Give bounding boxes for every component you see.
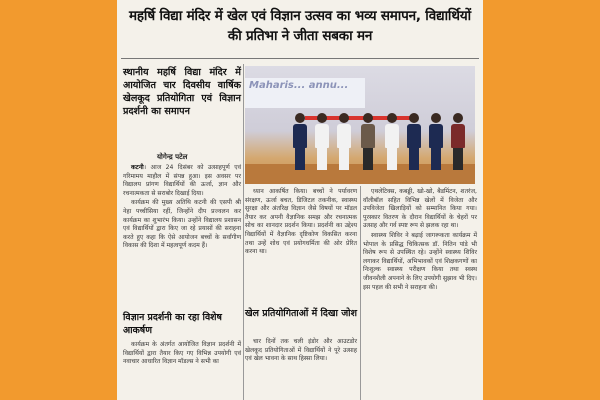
photo-person: [361, 113, 375, 170]
headline-divider: [121, 58, 479, 59]
col3-paragraph-2: स्वास्थ्य शिविर ने बढ़ाई जागरूकता कार्यक्रम में भोपाल के प्रसिद्ध चिकित्सक डॉ. नितिन पांडे भी विशेष रूप से उपस्थित रहे। उन्होंने स्वास्थ्य शिविर लगाकर विद्यार्थियों, अभिभावकों एवं शिक्षकगणों का निःशुल्क स्वास्थ्य परीक्षण किया तथा स्वस्थ जीवनशैली अपनाने के लिए उपयोगी सुझाव भी दिए। इस पहल की सभी ने सराहना की।: [363, 231, 477, 291]
column-1: [123, 164, 241, 252]
col2-paragraph-2: चार दिनों तक चली इंडोर और आउटडोर खेलकूद प्रतियोगिताओं में विद्यार्थियों ने पूरे उत्साह एवं खेल भावना के साथ हिस्सा लिया।: [245, 338, 357, 363]
col1-paragraph-2: कार्यक्रम की मुख्य अतिथि कटनी की एसपी श्री नेहा पच्चीसिया रहीं, जिन्होंने दीप प्रज्वलन कर कार्यक्रम का शुभारंभ किया। उन्होंने विद्यालय प्रशासन एवं विद्यार्थियों द्वारा किए जा रहे प्रयासों की सराहना करते हुए कहा कि ऐसे आयोजन बच्चों के सर्वांगीण विकास की दिशा में महत्वपूर्ण कदम हैं।: [123, 199, 241, 250]
col1-paragraph-3: [123, 341, 241, 368]
sub-headline: स्थानीय महर्षि विद्या मंदिर में आयोजित चार दिवसीय वार्षिक खेलकूद प्रतियोगिता एवं विज्ञान प्रदर्शनी का समापन: [123, 67, 241, 117]
column-divider: [360, 186, 361, 400]
photo-banner: Maharis... annu...: [245, 78, 365, 108]
col1-paragraph-3-text: कार्यक्रम के अंतर्गत आयोजित विज्ञान प्रदर्शनी में विद्यार्थियों द्वारा तैयार किए गए विभिन्न उपयोगी एवं नवाचार आधारित विज्ञान मॉडल्स ने सभी का: [123, 341, 241, 366]
col3-paragraph-1: एथलेटिक्स, कबड्डी, खो-खो, बैडमिंटन, शतरंज, वॉलीबॉल सहित विभिन्न खेलों में विजेता और उपविजेता खिलाड़ियों को सम्मानित किया गया। पुरस्कार वितरण के दौरान विद्यार्थियों के चेहरों पर उत्साह और गर्व स्पष्ट रूप से झलक रहा था।: [363, 188, 477, 230]
col1-subhead: विज्ञान प्रदर्शनी का रहा विशेष आकर्षण: [123, 312, 222, 336]
dateline: कटनी: [131, 164, 144, 171]
byline: योगेन्द्र पटेल: [157, 153, 188, 161]
photo-person: [337, 113, 351, 170]
photo-person: [293, 113, 307, 170]
column-3: [363, 188, 477, 293]
photo-person: [385, 113, 399, 170]
column-2: [245, 188, 357, 258]
col2-paragraph-1: ध्यान आकर्षित किया। बच्चों ने पर्यावरण संरक्षण, ऊर्जा बचत, डिजिटल तकनीक, स्वास्थ्य सुरक्षा और अंतरिक्ष विज्ञान जैसे विषयों पर मॉडल तैयार कर अपनी वैज्ञानिक समझ और रचनात्मक सोच का शानदार प्रदर्शन किया। प्रदर्शनी का उद्देश्य विद्यार्थियों में वैज्ञानिक दृष्टिकोण विकसित करना तथा उन्हें शोध एवं प्रयोगधर्मिता की ओर प्रेरित करना था।: [245, 188, 357, 256]
column-2-bottom: [245, 338, 357, 365]
photo-person: [407, 113, 421, 170]
newspaper-clipping: [117, 0, 483, 400]
column-divider: [243, 64, 244, 400]
event-photo: [245, 66, 475, 184]
col1-paragraph-1: । आज 24 दिसंबर को उत्साहपूर्ण एवं गरिमामय माहौल में संपन्न हुआ। इस अवसर पर विद्यालय प्रांगण विद्यार्थियों की ऊर्जा, ज्ञान और रचनात्मकता से सराबोर दिखाई दिया।: [123, 164, 241, 197]
photo-person: [315, 113, 329, 170]
photo-person: [429, 113, 443, 170]
photo-person: [451, 113, 465, 170]
headline: महर्षि विद्या मंदिर में खेल एवं विज्ञान उत्सव का भव्य समापन, विद्यार्थियों की प्रतिभा ने जीता सबका मन: [129, 8, 471, 44]
col2-subhead: खेल प्रतियोगिताओं में दिखा जोश: [245, 308, 357, 319]
